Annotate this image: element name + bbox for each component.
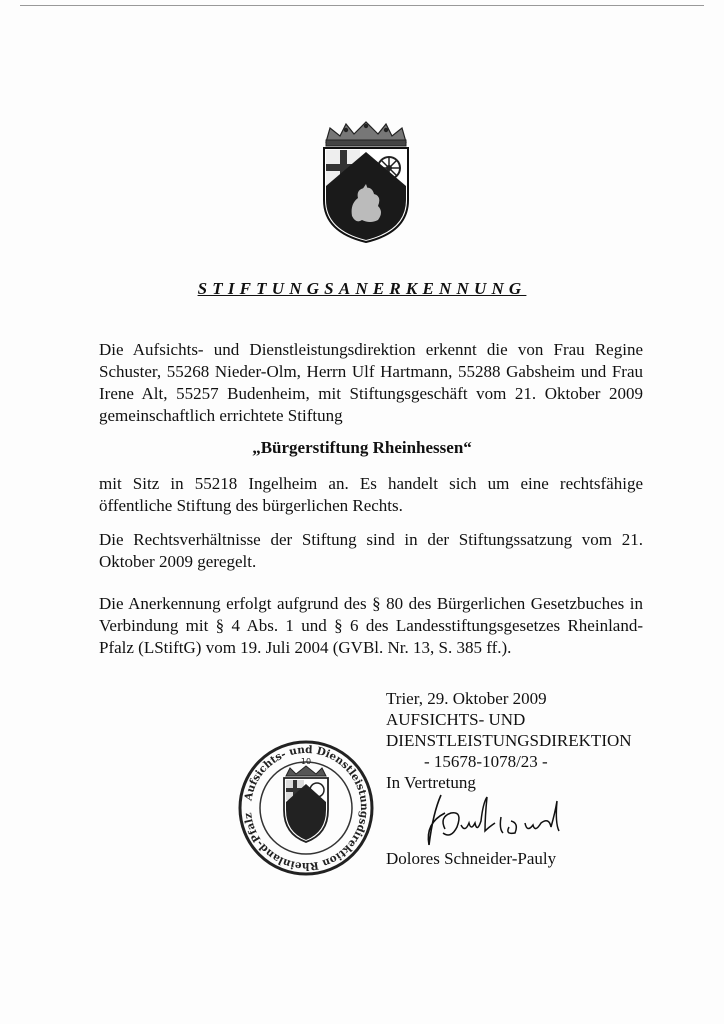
- signer-name: Dolores Schneider-Pauly: [386, 849, 557, 868]
- authority-line-2: DIENSTLEISTUNGSDIREKTION: [386, 731, 632, 750]
- authority-line-1: AUFSICHTS- UND: [386, 710, 526, 729]
- official-seal-icon: [236, 738, 376, 878]
- paragraph-intro: Die Aufsichts- und Dienstleistungsdirektion erkennt die von Frau Regine Schuster, 55268 Nieder-Olm, Herrn Ulf Hartmann, 55288 Gabsheim und Frau Irene Alt, 55257 Budenheim, mit Stiftungsgeschäft vom 21. Oktober 2009 gemeinschaftlich errichtete Stiftung: [99, 340, 643, 425]
- place-date: Trier, 29. Oktober 2009: [386, 689, 547, 708]
- handwritten-signature-icon: [415, 783, 605, 855]
- paragraph-statute: Die Rechtsverhältnisse der Stiftung sind in der Stiftungssatzung vom 21. Oktober 2009 geregelt.: [99, 530, 643, 571]
- seal-number: 10: [300, 757, 312, 766]
- reference-number: - 15678-1078/23 -: [424, 752, 548, 771]
- paragraph-legal-basis: Die Anerkennung erfolgt aufgrund des § 80 des Bürgerlichen Gesetzbuches in Verbindung mit § 4 Abs. 1 und § 6 des Landesstiftungsgesetzes Rheinland-Pfalz (LStiftG) vom 19. Juli 2004 (GVBl. Nr. 13, S. 385 ff.).: [99, 594, 643, 657]
- document-heading: STIFTUNGSANERKENNUNG: [197, 279, 527, 298]
- representation-note: In Vertretung: [386, 773, 476, 792]
- coat-of-arms-icon: [316, 120, 416, 244]
- foundation-name: „Bürgerstiftung Rheinhessen“: [252, 438, 472, 457]
- paragraph-seat: mit Sitz in 55218 Ingelheim an. Es handelt sich um eine rechtsfähige öffentliche Stiftung des bürgerlichen Rechts.: [99, 474, 643, 515]
- top-rule: [20, 5, 704, 6]
- seal-text: Aufsichts- und Dienstleistungsdirektion Rheinland-Pfalz: [242, 743, 371, 873]
